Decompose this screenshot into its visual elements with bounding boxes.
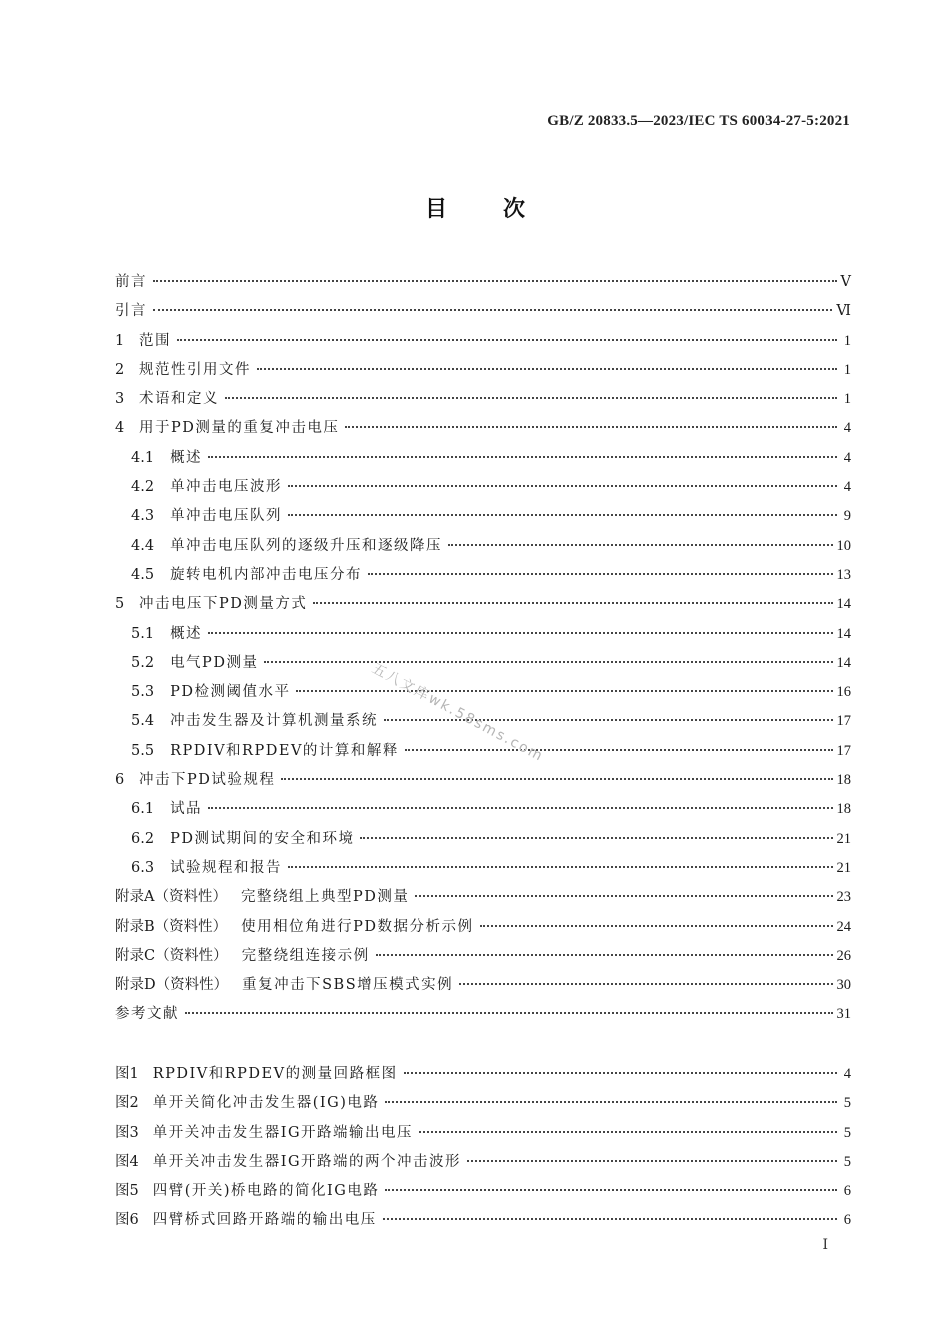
- entry-number: 5.3: [131, 684, 155, 701]
- dot-leader: [368, 573, 832, 575]
- dot-leader: [467, 1160, 837, 1162]
- entry-number: 附录C（资料性）: [115, 947, 228, 964]
- entry-title: 完整绕组连接示例: [241, 947, 370, 964]
- toc-entry[interactable]: [115, 856, 851, 885]
- entry-page: 4: [843, 479, 851, 496]
- dot-leader: [385, 1189, 837, 1191]
- entry-number: 4: [115, 420, 125, 437]
- dot-leader: [281, 778, 832, 780]
- dot-leader: [459, 983, 832, 985]
- entry-page: 14: [836, 625, 851, 642]
- toc-entry[interactable]: [115, 1002, 851, 1031]
- dot-leader: [480, 925, 833, 927]
- dot-leader: [419, 1131, 837, 1133]
- dot-leader: [288, 514, 837, 516]
- dot-leader: [376, 954, 833, 956]
- toc-entry[interactable]: [115, 270, 851, 299]
- entry-title: 试品: [170, 801, 203, 818]
- entry-number: 附录B（资料性）: [115, 918, 228, 935]
- dot-leader: [415, 895, 832, 897]
- dot-leader: [208, 807, 832, 809]
- entry-page: 21: [836, 830, 851, 847]
- entry-number: 4.3: [131, 508, 155, 525]
- dot-leader: [208, 456, 837, 458]
- entry-number: 1: [115, 332, 125, 349]
- figure-entry[interactable]: [115, 1062, 851, 1091]
- entry-page: Ⅴ: [840, 274, 851, 290]
- entry-number: 附录D（资料性）: [115, 977, 229, 994]
- entry-page: 23: [836, 889, 851, 906]
- dot-leader: [177, 339, 837, 341]
- figure-entry[interactable]: [115, 1150, 851, 1179]
- entry-number: 6.2: [131, 830, 155, 847]
- dot-leader: [225, 397, 837, 399]
- entry-title: 单开关冲击发生器IG开路端输出电压: [152, 1124, 414, 1141]
- entry-number: 4.5: [131, 566, 155, 583]
- entry-title: 电气PD测量: [170, 654, 259, 671]
- entry-number: 2: [115, 361, 125, 378]
- entry-number: 6.3: [131, 859, 155, 876]
- toc-entry[interactable]: [115, 827, 851, 856]
- toc-entry[interactable]: [115, 797, 851, 826]
- entry-title: 试验规程和报告: [170, 859, 283, 876]
- entry-title: 范围: [139, 332, 171, 349]
- entry-page: 14: [836, 596, 851, 613]
- figure-entry[interactable]: [115, 1208, 851, 1237]
- entry-page: 6: [843, 1212, 851, 1229]
- entry-page: 5: [843, 1124, 851, 1141]
- entry-number: 图4: [115, 1153, 139, 1170]
- toc-entry[interactable]: [115, 592, 851, 621]
- standard-code: GB/Z 20833.5—2023/IEC TS 60034-27-5:2021: [547, 113, 850, 129]
- entry-page: 24: [836, 918, 851, 935]
- entry-page: 10: [836, 537, 851, 554]
- entry-page: 4: [843, 449, 851, 466]
- page-title: 目次: [424, 197, 581, 222]
- entry-title: RPDIV和RPDEV的计算和解释: [170, 742, 399, 759]
- entry-title: 参考文献: [115, 1006, 179, 1023]
- entry-number: 5.1: [131, 625, 155, 642]
- entry-page: 6: [843, 1183, 851, 1200]
- entry-page: 31: [836, 1006, 851, 1023]
- toc-entry[interactable]: [115, 358, 851, 387]
- dot-leader: [385, 1101, 837, 1103]
- entry-page: 26: [836, 947, 851, 964]
- entry-page: 21: [836, 859, 851, 876]
- entry-page: 16: [836, 684, 851, 701]
- toc-entry[interactable]: [115, 739, 851, 768]
- entry-number: 5.4: [131, 713, 155, 730]
- entry-title: 概述: [170, 449, 203, 466]
- entry-title: 冲击发生器及计算机测量系统: [170, 713, 379, 730]
- entry-title: 四臂(开关)桥电路的简化IG电路: [152, 1183, 380, 1200]
- toc-entry[interactable]: [115, 915, 851, 944]
- entry-number: 4.4: [131, 537, 155, 554]
- entry-number: 3: [115, 391, 125, 408]
- entry-page: 17: [836, 742, 851, 759]
- toc-entry[interactable]: [115, 299, 851, 328]
- entry-title: 完整绕组上典型PD测量: [240, 889, 410, 906]
- entry-page: 13: [836, 566, 851, 583]
- entry-page: 1: [843, 332, 851, 349]
- entry-number: 5.5: [131, 742, 155, 759]
- toc-entry[interactable]: [115, 416, 851, 445]
- toc-entry[interactable]: [115, 944, 851, 973]
- entry-title: 冲击下PD试验规程: [139, 772, 276, 789]
- toc-entry[interactable]: [115, 387, 851, 416]
- watermark: 五八文库wk.58sms.com: [369, 660, 547, 766]
- entry-number: 6: [115, 772, 125, 789]
- figure-entry[interactable]: [115, 1121, 851, 1150]
- entry-title: 四臂桥式回路开路端的输出电压: [152, 1212, 377, 1229]
- entry-title: PD检测阈值水平: [170, 684, 291, 701]
- entry-number: 图1: [115, 1066, 139, 1082]
- entry-title: 重复冲击下SBS增压模式实例: [242, 977, 454, 994]
- entry-title: 旋转电机内部冲击电压分布: [170, 566, 363, 583]
- dot-leader: [288, 866, 832, 868]
- entry-title: 引言: [115, 303, 147, 320]
- entry-title: 单冲击电压队列的逐级升压和逐级降压: [170, 537, 443, 554]
- entry-page: 14: [836, 654, 851, 671]
- entry-title: 冲击电压下PD测量方式: [139, 596, 308, 613]
- entry-page: Ⅵ: [836, 303, 851, 320]
- entry-number: 5: [115, 596, 125, 613]
- entry-number: 4.1: [131, 449, 155, 466]
- toc-entry[interactable]: [115, 622, 851, 651]
- toc-entry[interactable]: [115, 973, 851, 1002]
- toc-entry[interactable]: [115, 680, 851, 709]
- entry-page: 5: [843, 1095, 851, 1112]
- toc-entry[interactable]: [115, 885, 851, 914]
- entry-title: 单开关简化冲击发生器(IG)电路: [152, 1095, 380, 1112]
- entry-page: 18: [836, 801, 851, 818]
- entry-page: 5: [843, 1153, 851, 1170]
- entry-title: 概述: [170, 625, 203, 642]
- entry-page: 17: [836, 713, 851, 730]
- dot-leader: [257, 368, 837, 370]
- list-of-figures: [115, 1062, 851, 1238]
- entry-page: 1: [843, 391, 851, 408]
- entry-page: 4: [843, 420, 851, 437]
- dot-leader: [405, 749, 833, 751]
- dot-leader: [288, 485, 837, 487]
- dot-leader: [153, 280, 837, 282]
- toc-entry[interactable]: [115, 534, 851, 563]
- toc-entry[interactable]: [115, 446, 851, 475]
- entry-title: 单冲击电压队列: [170, 508, 283, 525]
- toc-entry[interactable]: [115, 768, 851, 797]
- dot-leader: [208, 632, 832, 634]
- entry-number: 附录A（资料性）: [115, 889, 227, 906]
- entry-page: 30: [836, 977, 851, 994]
- entry-title: 前言: [115, 274, 147, 290]
- entry-page: 18: [836, 772, 851, 789]
- entry-number: 5.2: [131, 654, 155, 671]
- entry-number: 图2: [115, 1095, 139, 1112]
- entry-title: 单开关冲击发生器IG开路端的两个冲击波形: [152, 1153, 462, 1170]
- entry-number: 4.2: [131, 479, 155, 496]
- entry-number: 图6: [115, 1212, 139, 1229]
- page-number: Ⅰ: [822, 1238, 828, 1253]
- dot-leader: [345, 426, 837, 428]
- entry-title: 单冲击电压波形: [170, 479, 283, 496]
- toc-entry[interactable]: [115, 504, 851, 533]
- toc-entry[interactable]: [115, 651, 851, 680]
- entry-number: 图3: [115, 1124, 139, 1141]
- dot-leader: [383, 1218, 837, 1220]
- entry-title: 使用相位角进行PD数据分析示例: [241, 918, 474, 935]
- dot-leader: [360, 837, 832, 839]
- entry-page: 1: [843, 361, 851, 378]
- figure-entry[interactable]: [115, 1179, 851, 1208]
- entry-page: 4: [843, 1066, 851, 1082]
- entry-title: 术语和定义: [139, 391, 219, 408]
- dot-leader: [185, 1012, 833, 1014]
- table-of-contents: [115, 270, 851, 1032]
- entry-title: PD测试期间的安全和环境: [170, 830, 355, 847]
- entry-title: RPDIV和RPDEV的测量回路框图: [152, 1066, 398, 1082]
- dot-leader: [264, 661, 832, 663]
- dot-leader: [313, 602, 832, 604]
- entry-number: 图5: [115, 1183, 139, 1200]
- figure-entry[interactable]: [115, 1091, 851, 1120]
- toc-entry[interactable]: [115, 329, 851, 358]
- dot-leader: [296, 690, 832, 692]
- toc-entry[interactable]: [115, 563, 851, 592]
- dot-leader: [153, 309, 832, 311]
- entry-number: 6.1: [131, 801, 155, 818]
- entry-page: 9: [843, 508, 851, 525]
- dot-leader: [448, 544, 832, 546]
- dot-leader: [404, 1072, 837, 1074]
- entry-title: 用于PD测量的重复冲击电压: [139, 420, 340, 437]
- toc-entry[interactable]: [115, 475, 851, 504]
- entry-title: 规范性引用文件: [139, 361, 251, 378]
